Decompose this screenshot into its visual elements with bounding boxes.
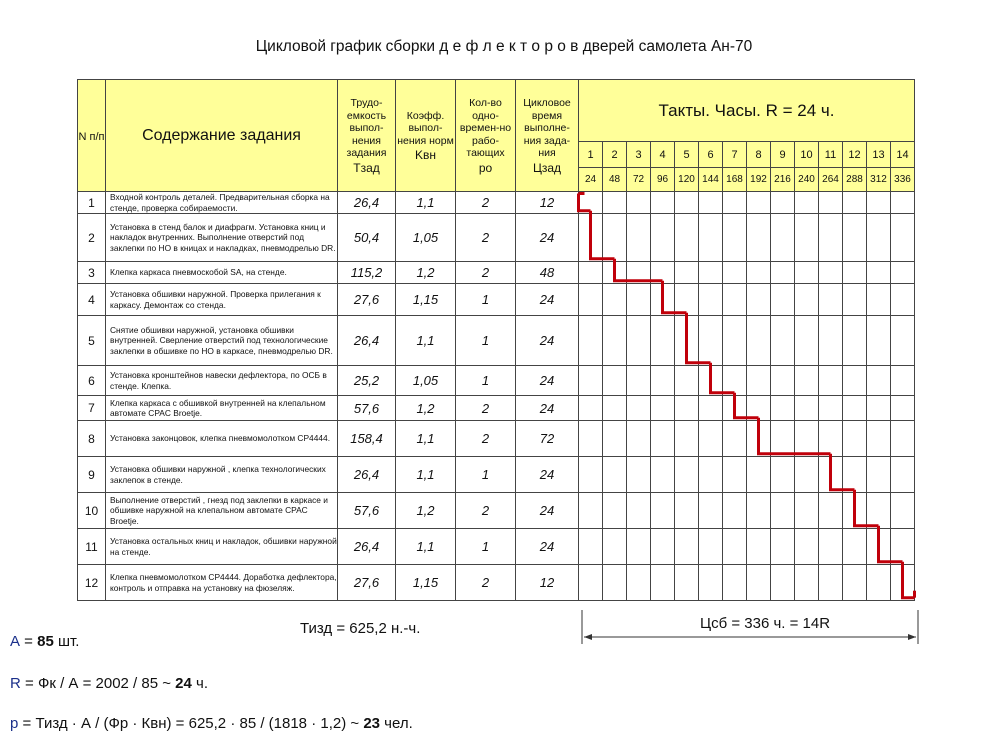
- gantt-cell: [627, 262, 651, 284]
- workers-value: 2: [456, 565, 516, 601]
- takt-hours: 96: [651, 168, 675, 192]
- cycle-value: 24: [516, 214, 579, 262]
- gantt-cell: [819, 284, 843, 316]
- gantt-cell: [627, 421, 651, 457]
- gantt-cell: [795, 421, 819, 457]
- gantt-cell: [651, 396, 675, 421]
- gantt-cell: [747, 262, 771, 284]
- task-description: Установка обшивки наружной , клепка технологических заклепок в стенде.: [106, 457, 338, 493]
- coef-value: 1,15: [396, 565, 456, 601]
- workers-value: 2: [456, 493, 516, 529]
- takt-hours: 216: [771, 168, 795, 192]
- row-number: 12: [78, 565, 106, 601]
- gantt-cell: [771, 396, 795, 421]
- gantt-cell: [867, 493, 891, 529]
- gantt-cell: [627, 529, 651, 565]
- table-row: [78, 421, 915, 457]
- gantt-cell: [867, 262, 891, 284]
- task-description: Выполнение отверстий , гнезд под заклепки в каркасе и обшивке наружной на клепальном автомате CPAC Broetje.: [106, 493, 338, 529]
- gantt-cell: [819, 214, 843, 262]
- gantt-cell: [603, 366, 627, 396]
- workers-value: 2: [456, 262, 516, 284]
- workers-value: 1: [456, 366, 516, 396]
- labor-value: 57,6: [338, 396, 396, 421]
- gantt-cell: [603, 493, 627, 529]
- gantt-cell: [747, 214, 771, 262]
- row-number: 9: [78, 457, 106, 493]
- row-number: 11: [78, 529, 106, 565]
- gantt-cell: [891, 421, 915, 457]
- gantt-cell: [579, 366, 603, 396]
- coef-value: 1,2: [396, 493, 456, 529]
- gantt-cell: [603, 214, 627, 262]
- gantt-cell: [747, 421, 771, 457]
- gantt-cell: [627, 366, 651, 396]
- gantt-cell: [699, 214, 723, 262]
- coef-value: 1,1: [396, 421, 456, 457]
- gantt-cell: [603, 192, 627, 214]
- cycle-value: 48: [516, 262, 579, 284]
- gantt-cell: [723, 457, 747, 493]
- gantt-cell: [579, 396, 603, 421]
- gantt-cell: [723, 493, 747, 529]
- gantt-cell: [651, 366, 675, 396]
- gantt-cell: [723, 529, 747, 565]
- gantt-cell: [795, 316, 819, 366]
- gantt-cell: [867, 396, 891, 421]
- row-number: 7: [78, 396, 106, 421]
- gantt-cell: [771, 421, 795, 457]
- gantt-cell: [675, 529, 699, 565]
- takt-number: 10: [795, 142, 819, 168]
- gantt-cell: [795, 493, 819, 529]
- gantt-cell: [891, 565, 915, 601]
- cycle-value: 24: [516, 366, 579, 396]
- gantt-cell: [675, 192, 699, 214]
- workers-value: 1: [456, 529, 516, 565]
- gantt-cell: [843, 529, 867, 565]
- gantt-cell: [723, 192, 747, 214]
- page-title: Цикловой график сборки д е ф л е к т о р о в дверей самолета Ан-70: [255, 38, 753, 55]
- labor-value: 27,6: [338, 284, 396, 316]
- gantt-cell: [747, 529, 771, 565]
- gantt-cell: [843, 262, 867, 284]
- takt-hours: 264: [819, 168, 843, 192]
- takt-hours: 168: [723, 168, 747, 192]
- gantt-cell: [723, 565, 747, 601]
- takt-hours: 240: [795, 168, 819, 192]
- gantt-cell: [699, 565, 723, 601]
- gantt-cell: [771, 565, 795, 601]
- cycle-value: 24: [516, 396, 579, 421]
- header-content: Содержание задания: [106, 80, 338, 192]
- coef-value: 1,1: [396, 529, 456, 565]
- gantt-cell: [651, 457, 675, 493]
- gantt-cell: [603, 316, 627, 366]
- gantt-cell: [795, 284, 819, 316]
- workers-value: 2: [456, 421, 516, 457]
- takt-number: 7: [723, 142, 747, 168]
- gantt-cell: [675, 396, 699, 421]
- gantt-cell: [891, 396, 915, 421]
- gantt-cell: [699, 316, 723, 366]
- gantt-cell: [627, 457, 651, 493]
- coef-value: 1,2: [396, 396, 456, 421]
- gantt-cell: [867, 214, 891, 262]
- task-description: Снятие обшивки наружной, установка обшивки внутренней. Сверление отверстий под технологические заклепки в обшивке по НО в каркасе, пневмодрелью DR.: [106, 316, 338, 366]
- gantt-cell: [579, 457, 603, 493]
- labor-value: 158,4: [338, 421, 396, 457]
- cycle-value: 24: [516, 284, 579, 316]
- gantt-cell: [771, 493, 795, 529]
- row-number: 10: [78, 493, 106, 529]
- cycle-value: 24: [516, 457, 579, 493]
- gantt-cell: [699, 366, 723, 396]
- gantt-cell: [819, 192, 843, 214]
- takt-hours: 336: [891, 168, 915, 192]
- task-description: Установка законцовок, клепка пневмомолотком CP4444.: [106, 421, 338, 457]
- cycle-value: 12: [516, 192, 579, 214]
- gantt-cell: [867, 565, 891, 601]
- gantt-cell: [819, 396, 843, 421]
- takt-hours: 144: [699, 168, 723, 192]
- gantt-cell: [723, 316, 747, 366]
- gantt-cell: [627, 493, 651, 529]
- labor-value: 26,4: [338, 529, 396, 565]
- gantt-cell: [819, 529, 843, 565]
- gantt-cell: [699, 457, 723, 493]
- table-row: [78, 457, 915, 493]
- gantt-cell: [819, 493, 843, 529]
- gantt-cell: [651, 316, 675, 366]
- header-cycle: Цикловое время выполне-ния зада-ния Цзад: [516, 80, 579, 192]
- header-num: N п/п: [78, 80, 106, 192]
- takt-hours: 312: [867, 168, 891, 192]
- gantt-cell: [579, 284, 603, 316]
- gantt-cell: [579, 214, 603, 262]
- labor-value: 25,2: [338, 366, 396, 396]
- gantt-cell: [603, 284, 627, 316]
- gantt-cell: [699, 284, 723, 316]
- coef-value: 1,2: [396, 262, 456, 284]
- gantt-cell: [699, 192, 723, 214]
- table-row: [78, 493, 915, 529]
- gantt-cell: [603, 529, 627, 565]
- cycle-value: 12: [516, 565, 579, 601]
- header-labor: Трудо-емкость выпол-нения задания Tзад: [338, 80, 396, 192]
- gantt-cell: [651, 284, 675, 316]
- takt-number: 2: [603, 142, 627, 168]
- coef-value: 1,1: [396, 457, 456, 493]
- table-row: [78, 284, 915, 316]
- gantt-cell: [795, 262, 819, 284]
- labor-value: 27,6: [338, 565, 396, 601]
- gantt-cell: [579, 529, 603, 565]
- table-row: [78, 262, 915, 284]
- cycle-value: 24: [516, 493, 579, 529]
- gantt-cell: [627, 396, 651, 421]
- gantt-cell: [843, 421, 867, 457]
- coef-value: 1,15: [396, 284, 456, 316]
- gantt-cell: [747, 316, 771, 366]
- task-description: Установка обшивки наружной. Проверка прилегания к каркасу. Демонтаж со стенда.: [106, 284, 338, 316]
- takt-number: 11: [819, 142, 843, 168]
- task-description: Входной контроль деталей. Предварительная сборка на стенде, проверка собираемости.: [106, 192, 338, 214]
- takt-hours: 192: [747, 168, 771, 192]
- gantt-cell: [627, 284, 651, 316]
- gantt-cell: [675, 214, 699, 262]
- gantt-cell: [795, 529, 819, 565]
- gantt-cell: [651, 214, 675, 262]
- gantt-cell: [699, 262, 723, 284]
- takt-number: 4: [651, 142, 675, 168]
- gantt-cell: [699, 529, 723, 565]
- takt-number: 14: [891, 142, 915, 168]
- row-number: 8: [78, 421, 106, 457]
- task-description: Клепка каркаса пневмоскобой SA, на стенде.: [106, 262, 338, 284]
- task-description: Клепка каркаса с обшивкой внутренней на клепальном автомате CPAC Broetje.: [106, 396, 338, 421]
- gantt-cell: [843, 396, 867, 421]
- gantt-cell: [867, 457, 891, 493]
- gantt-cell: [819, 457, 843, 493]
- row-number: 5: [78, 316, 106, 366]
- gantt-cell: [675, 262, 699, 284]
- gantt-cell: [699, 493, 723, 529]
- takt-number: 13: [867, 142, 891, 168]
- table-row: [78, 396, 915, 421]
- task-description: Установка остальных книц и накладок, обшивки наружной на стенде.: [106, 529, 338, 565]
- gantt-cell: [867, 529, 891, 565]
- gantt-cell: [603, 396, 627, 421]
- gantt-cell: [771, 214, 795, 262]
- gantt-cell: [843, 214, 867, 262]
- workers-value: 2: [456, 192, 516, 214]
- gantt-cell: [843, 366, 867, 396]
- gantt-cell: [891, 262, 915, 284]
- table-row: [78, 214, 915, 262]
- note-a: А = 85 шт.: [10, 633, 80, 650]
- gantt-cell: [699, 421, 723, 457]
- takt-hours: 72: [627, 168, 651, 192]
- takt-hours: 120: [675, 168, 699, 192]
- takt-hours: 288: [843, 168, 867, 192]
- gantt-cell: [603, 421, 627, 457]
- gantt-cell: [651, 262, 675, 284]
- gantt-cell: [603, 262, 627, 284]
- gantt-cell: [579, 565, 603, 601]
- labor-value: 50,4: [338, 214, 396, 262]
- row-number: 3: [78, 262, 106, 284]
- workers-value: 1: [456, 284, 516, 316]
- workers-value: 1: [456, 316, 516, 366]
- coef-value: 1,1: [396, 316, 456, 366]
- gantt-cell: [771, 366, 795, 396]
- gantt-cell: [819, 421, 843, 457]
- gantt-cell: [891, 214, 915, 262]
- labor-value: 26,4: [338, 192, 396, 214]
- labor-value: 57,6: [338, 493, 396, 529]
- gantt-cell: [795, 396, 819, 421]
- gantt-cell: [675, 316, 699, 366]
- gantt-cell: [627, 565, 651, 601]
- gantt-cell: [675, 565, 699, 601]
- gantt-cell: [795, 192, 819, 214]
- gantt-cell: [723, 421, 747, 457]
- gantt-cell: [891, 192, 915, 214]
- gantt-cell: [771, 262, 795, 284]
- gantt-cell: [747, 457, 771, 493]
- takt-number: 8: [747, 142, 771, 168]
- gantt-cell: [747, 366, 771, 396]
- gantt-cell: [747, 396, 771, 421]
- gantt-cell: [651, 493, 675, 529]
- gantt-cell: [675, 421, 699, 457]
- task-description: Установка в стенд балок и диафрагм. Установка книц и накладок внутренних. Выполнение отверстий под заклепки по НО в кницах и накладках, пневмодрелью DR.: [106, 214, 338, 262]
- takt-number: 3: [627, 142, 651, 168]
- gantt-cell: [579, 262, 603, 284]
- gantt-cell: [843, 493, 867, 529]
- gantt-cell: [819, 565, 843, 601]
- gantt-cell: [579, 192, 603, 214]
- workers-value: 2: [456, 214, 516, 262]
- gantt-cell: [603, 565, 627, 601]
- gantt-cell: [843, 192, 867, 214]
- gantt-cell: [723, 366, 747, 396]
- gantt-cell: [723, 284, 747, 316]
- gantt-cell: [651, 529, 675, 565]
- gantt-cell: [651, 192, 675, 214]
- gantt-cell: [771, 192, 795, 214]
- gantt-cell: [675, 366, 699, 396]
- gantt-cell: [867, 421, 891, 457]
- gantt-cell: [723, 262, 747, 284]
- takt-number: 1: [579, 142, 603, 168]
- gantt-cell: [675, 493, 699, 529]
- takt-number: 5: [675, 142, 699, 168]
- row-number: 1: [78, 192, 106, 214]
- workers-value: 1: [456, 457, 516, 493]
- gantt-cell: [723, 214, 747, 262]
- gantt-cell: [627, 316, 651, 366]
- gantt-cell: [795, 457, 819, 493]
- gantt-cell: [891, 457, 915, 493]
- row-number: 6: [78, 366, 106, 396]
- labor-value: 115,2: [338, 262, 396, 284]
- labor-value: 26,4: [338, 316, 396, 366]
- gantt-cell: [747, 284, 771, 316]
- gantt-cell: [843, 284, 867, 316]
- gantt-cell: [771, 316, 795, 366]
- gantt-cell: [579, 421, 603, 457]
- gantt-cell: [819, 316, 843, 366]
- cycle-value: 72: [516, 421, 579, 457]
- gantt-cell: [843, 565, 867, 601]
- takt-number: 9: [771, 142, 795, 168]
- gantt-cell: [795, 565, 819, 601]
- header-workers: Кол-во одно-времен-но рабо-тающих pо: [456, 80, 516, 192]
- gantt-cell: [867, 316, 891, 366]
- cycle-value: 24: [516, 529, 579, 565]
- row-number: 2: [78, 214, 106, 262]
- table-row: [78, 192, 915, 214]
- gantt-cell: [651, 421, 675, 457]
- total-labor: Тизд = 625,2 н.-ч.: [300, 620, 421, 637]
- gantt-cell: [891, 529, 915, 565]
- gantt-cell: [627, 214, 651, 262]
- gantt-cell: [867, 192, 891, 214]
- table-row: [78, 366, 915, 396]
- coef-value: 1,05: [396, 366, 456, 396]
- gantt-cell: [579, 493, 603, 529]
- gantt-cell: [603, 457, 627, 493]
- gantt-cell: [651, 565, 675, 601]
- gantt-cell: [675, 457, 699, 493]
- gantt-cell: [867, 284, 891, 316]
- table-row: [78, 529, 915, 565]
- cycle-total: Цсб = 336 ч. = 14R: [700, 615, 831, 632]
- gantt-cell: [771, 529, 795, 565]
- gantt-cell: [747, 565, 771, 601]
- header-takts: Такты. Часы. R = 24 ч.: [579, 80, 915, 142]
- takt-hours: 24: [579, 168, 603, 192]
- gantt-cell: [579, 316, 603, 366]
- header-coef: Коэфф. выпол-нения норм Kвн: [396, 80, 456, 192]
- gantt-cell: [819, 262, 843, 284]
- gantt-cell: [627, 192, 651, 214]
- gantt-cell: [747, 493, 771, 529]
- task-description: Установка кронштейнов навески дефлектора, по ОСБ в стенде. Клепка.: [106, 366, 338, 396]
- gantt-cell: [891, 493, 915, 529]
- note-r: R = Фк / А = 2002 / 85 ~ 24 ч.: [10, 675, 209, 692]
- workers-value: 2: [456, 396, 516, 421]
- coef-value: 1,1: [396, 192, 456, 214]
- gantt-cell: [891, 316, 915, 366]
- gantt-cell: [843, 457, 867, 493]
- labor-value: 26,4: [338, 457, 396, 493]
- coef-value: 1,05: [396, 214, 456, 262]
- gantt-cell: [819, 366, 843, 396]
- gantt-cell: [843, 316, 867, 366]
- gantt-cell: [867, 366, 891, 396]
- gantt-cell: [699, 396, 723, 421]
- gantt-cell: [771, 457, 795, 493]
- gantt-cell: [891, 284, 915, 316]
- gantt-cell: [747, 192, 771, 214]
- takt-number: 6: [699, 142, 723, 168]
- row-number: 4: [78, 284, 106, 316]
- gantt-cell: [795, 214, 819, 262]
- table-row: [78, 316, 915, 366]
- note-p: p = Тизд · А / (Фр · Квн) = 625,2 · 85 / (1818 · 1,2) ~ 23 чел.: [10, 715, 413, 732]
- cycle-value: 24: [516, 316, 579, 366]
- takt-hours: 48: [603, 168, 627, 192]
- gantt-cell: [723, 396, 747, 421]
- takt-number: 12: [843, 142, 867, 168]
- gantt-cell: [771, 284, 795, 316]
- gantt-cell: [891, 366, 915, 396]
- schedule-table: [77, 79, 915, 601]
- gantt-cell: [795, 366, 819, 396]
- task-description: Клепка пневмомолотком CP4444. Доработка дефлектора, контроль и отправка на установку на фюзеляж.: [106, 565, 338, 601]
- gantt-cell: [675, 284, 699, 316]
- table-row: [78, 565, 915, 601]
